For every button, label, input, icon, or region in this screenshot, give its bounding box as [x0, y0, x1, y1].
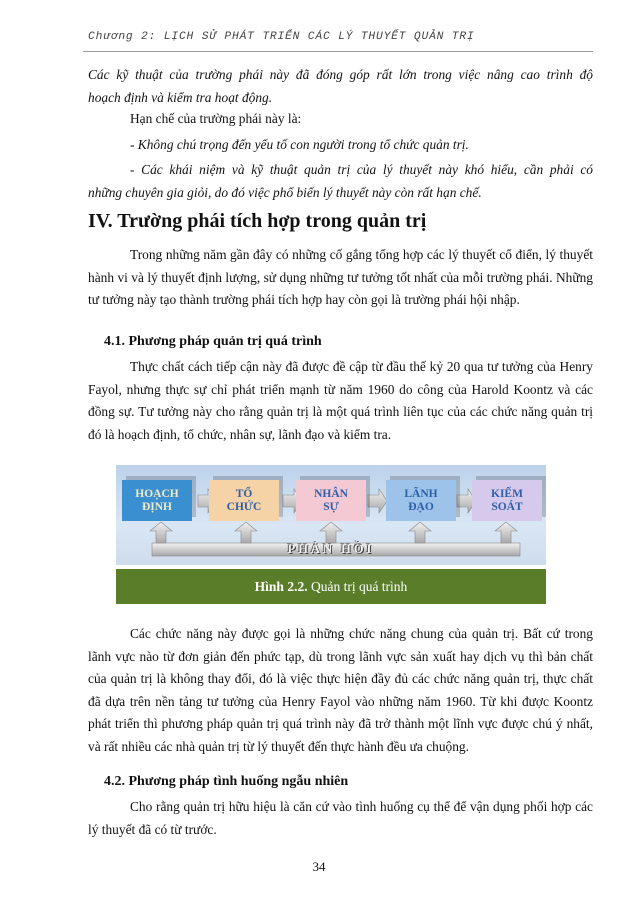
box-5-line-2: SOÁT [491, 500, 523, 513]
box-nhan-su [296, 480, 366, 521]
limits-title: Hạn chế của trường phái này là: [130, 111, 302, 126]
intro-paragraph [88, 64, 593, 109]
header-rule [83, 51, 593, 52]
box-2-line-2: CHỨC [226, 500, 262, 513]
box-to-chuc [209, 480, 279, 521]
box-3-line-2: SỰ [323, 500, 339, 513]
up-arrow-5 [495, 522, 517, 543]
box-1-line-1: HOẠCH [135, 487, 179, 500]
intro-line-1: Các kỹ thuật của trường phái này đã đóng góp rất lớn trong việc nâng cao trình độ [88, 67, 593, 82]
page-number: 34 [312, 859, 326, 874]
section-4-1-body: Thực chất cách tiếp cận này đã được đề cập từ đầu thế kỷ 20 qua tư tưởng của Henry Fayol, nhưng thực sự chỉ phát triển mạnh từ năm 1960 do công của Harold Koontz và các đồng sự. Tư tưởng này cho rằng quản trị là một quá trình liên tục của các chức năng quản trị đó là hoạch định, tổ chức, nhân sự, lãnh đạo và kiểm tra. [88, 359, 593, 442]
box-1-line-2: ĐỊNH [141, 500, 172, 513]
box-kiem-soat [472, 480, 542, 521]
caption-number: Hình 2.2. [254, 578, 308, 594]
arrow-3 [368, 489, 387, 513]
section-4-2-body: Cho rằng quản trị hữu hiệu là căn cứ vào tình huống cụ thể để vận dụng phối hợp các lý thuyết đã có từ trước. [88, 799, 593, 837]
up-arrow-4 [409, 522, 431, 543]
feedback-label: PHẢN HỒI [287, 542, 375, 556]
box-4-line-1: LÃNH [404, 487, 438, 500]
limit-item-1: - Không chú trọng đến yếu tố con người trong tổ chức quản trị. [130, 137, 469, 152]
box-4-line-2: ĐẠO [408, 500, 434, 513]
limit-2-line-1: - Các khái niệm và kỹ thuật quản trị của lý thuyết này khó hiểu, cần phải có [130, 162, 593, 177]
up-arrow-2 [235, 522, 257, 543]
box-3-line-1: NHÂN [314, 487, 348, 500]
figure-caption [116, 569, 546, 604]
section-4-heading: IV. Trường phái tích hợp trong quản trị [88, 210, 427, 232]
intro-line-2: hoạch định và kiểm tra hoạt động. [88, 89, 273, 105]
process-figure [116, 465, 546, 604]
box-2-line-1: TỔ [235, 487, 253, 500]
section-4-2-heading: 4.2. Phương pháp tình huống ngẫu nhiên [104, 774, 349, 789]
limit-item-2 [88, 159, 593, 204]
box-lanh-dao [386, 480, 456, 521]
limit-2-line-2: những chuyên gia giỏi, do đó việc phổ biến lý thuyết này còn rất hạn chế. [88, 184, 482, 200]
box-hoach-dinh [122, 480, 192, 521]
chapter-header: Chương 2: LỊCH SỬ PHÁT TRIỂN CÁC LÝ THUYẾT QUẢN TRỊ [88, 31, 475, 43]
section-4-1-heading: 4.1. Phương pháp quản trị quá trình [104, 334, 322, 349]
box-5-line-1: KIỂM [491, 487, 523, 500]
up-arrow-1 [150, 522, 172, 543]
up-arrow-3 [320, 522, 342, 543]
caption-text: Quản trị quá trình [307, 578, 408, 594]
section-4-body: Trong những năm gần đây có những cố gắng tổng hợp các lý thuyết cổ điển, lý thuyết hành vi và lý thuyết định lượng, sử dụng những tư tưởng tốt nhất của mỗi trường phái. Những tư tưởng này tạo thành trường phái tích hợp hay còn gọi là trường phái hội nhập. [88, 247, 593, 307]
after-figure-body: Các chức năng này được gọi là những chức năng chung của quản trị. Bất cứ trong lãnh vực nào từ đơn giản đến phức tạp, dù trong lãnh vực sản xuất hay dịch vụ thì bản chất của quản trị là không thay đổi, đó là việc thực hiện đầy đủ các chức năng quản trị, thực chất đã dựa trên nền tảng tư tưởng của Henry Fayol vào những năm 1960. Từ khi được Koontz phát triển thì phương pháp quản trị quá trình này đã trở thành một lĩnh vực được chú ý nhất, và rất nhiều các nhà quản trị từ lý thuyết đến thực hành đều ưa chuộng. [88, 626, 593, 754]
